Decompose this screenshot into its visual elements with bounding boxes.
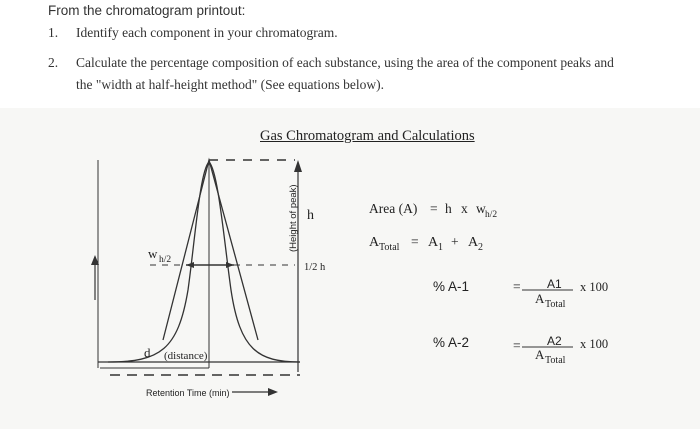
distance-label: (distance) (164, 350, 208, 362)
intro-text: From the chromatogram printout: (48, 3, 246, 18)
height-arrow-head (294, 160, 302, 172)
frac2-times100: x 100 (580, 337, 609, 351)
pct-a2-eq: = (513, 338, 521, 353)
peak-triangle (163, 160, 258, 340)
retention-time-label: Retention Time (min) (146, 388, 230, 398)
frac2-num: A2 (547, 334, 562, 348)
pct-a1-eq: = (513, 279, 521, 294)
a1-term: A (428, 235, 439, 250)
atotal-sub: Total (379, 242, 400, 253)
plus-sign: + (451, 234, 459, 249)
figure-title: Gas Chromatogram and Calculations (260, 128, 475, 144)
pct-a2-label: % A-2 (433, 335, 470, 350)
frac1-den-sub: Total (545, 299, 566, 310)
question-2-number: 2. (48, 55, 59, 70)
frac2-den: A (535, 347, 545, 362)
question-1-number: 1. (48, 25, 59, 40)
a1-sub: 1 (438, 242, 443, 253)
a2-term: A (468, 235, 479, 250)
w-subscript: h/2 (159, 255, 172, 265)
d-label: d (144, 345, 151, 360)
peak-curve (108, 162, 300, 362)
area-w: w (476, 201, 486, 216)
question-2-text-line1: Calculate the percentage composition of each substance, using the area of the component peaks and (76, 55, 614, 70)
atotal-eq: = (411, 234, 419, 249)
half-h-label: 1/2 h (304, 262, 326, 273)
frac1-times100: x 100 (580, 280, 609, 294)
frac1-den: A (535, 291, 545, 306)
frac2-den-sub: Total (545, 355, 566, 366)
area-x: x (461, 201, 468, 216)
w-label: w (148, 246, 158, 261)
atotal-lhs: A (369, 235, 380, 250)
area-eq: = (430, 201, 438, 216)
a2-sub: 2 (478, 242, 483, 253)
frac1-num: A1 (547, 277, 562, 291)
h-label: h (307, 208, 314, 223)
retention-arrow-head (268, 388, 278, 396)
height-of-peak-label: (Height of peak) (288, 184, 299, 252)
area-h: h (445, 201, 452, 216)
width-arrow-right (226, 262, 234, 268)
question-1-text: Identify each component in your chromatogram. (76, 25, 338, 40)
pct-a1-label: % A-1 (433, 279, 470, 294)
area-w-sub: h/2 (485, 210, 498, 220)
question-2-text-line2: the "width at half-height method" (See equations below). (76, 77, 384, 92)
area-lhs: Area (A) (369, 201, 418, 216)
width-arrow-left (186, 262, 194, 268)
